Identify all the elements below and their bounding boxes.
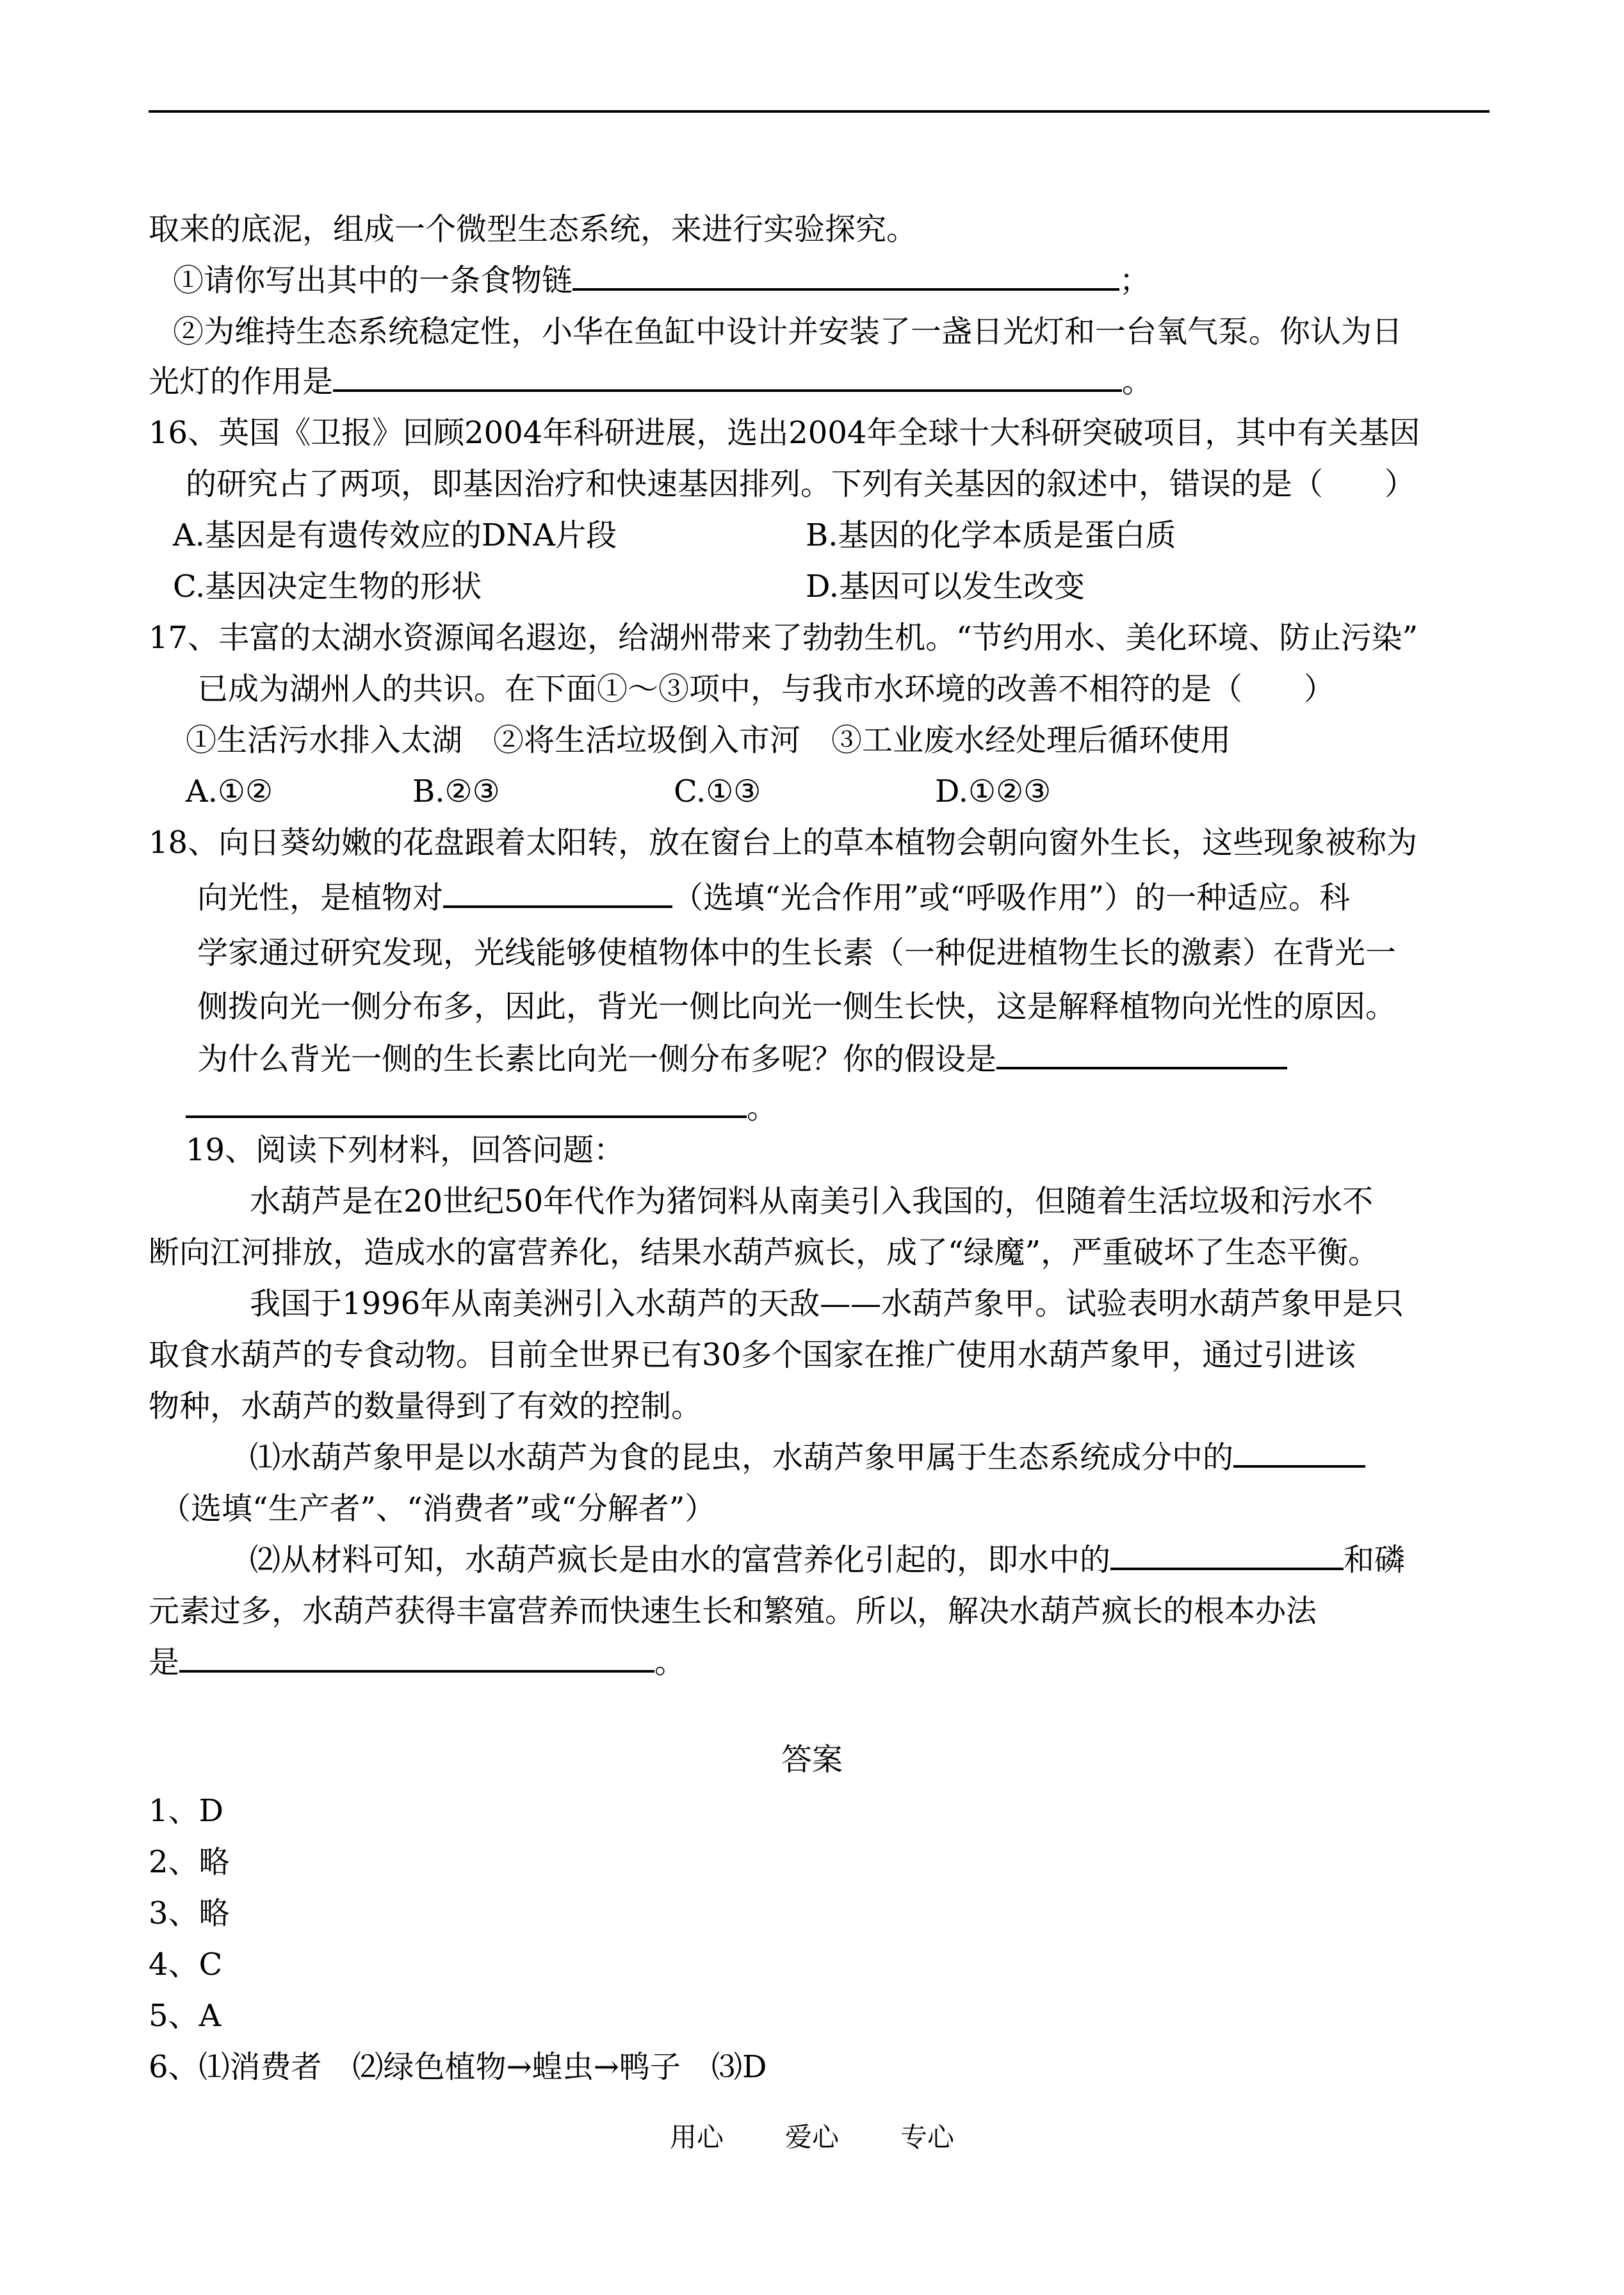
- q19-element-blank[interactable]: [1110, 1541, 1344, 1570]
- answer-item: 3、略: [149, 1895, 230, 1931]
- q16-option-a: A.基因是有遗传效应的DNA片段: [173, 517, 617, 553]
- intro-line: 取来的底泥，组成一个微型生态系统，来进行实验探究。: [149, 211, 918, 247]
- q19-para2-line2: 取食水葫芦的专食动物。目前全世界已有30多个国家在推广使用水葫芦象甲，通过引进该: [149, 1337, 1356, 1373]
- q18-hypothesis-blank-1[interactable]: [996, 1040, 1287, 1069]
- q19-sub1-line1: [250, 1438, 1365, 1477]
- footer-word: 爱心: [784, 2121, 839, 2153]
- answers-title: 答案: [781, 1742, 843, 1778]
- q17-option-d: D.①②③: [935, 774, 1052, 809]
- q18-adaptation-blank[interactable]: [443, 879, 672, 908]
- q19-para2-line3: 物种，水葫芦的数量得到了有效的控制。: [149, 1388, 702, 1424]
- q17-items: ①生活污水排入太湖 ②将生活垃圾倒入市河 ③工业废水经处理后循环使用: [186, 722, 1231, 758]
- q18-line3: 学家通过研究发现，光线能够使植物体中的生长素（一种促进植物生长的激素）在背光一: [197, 935, 1397, 971]
- q19-heading: 19、阅读下列材料，回答问题：: [186, 1132, 625, 1168]
- q16-option-d: D.基因可以发生改变: [806, 569, 1085, 604]
- q19-sub1-line2: （选填“生产者”、“消费者”或“分解者”）: [160, 1491, 716, 1527]
- q17-option-a: A.①②: [186, 774, 273, 809]
- q18-line2: [197, 879, 1350, 917]
- q18-hypothesis-blank-2[interactable]: [186, 1089, 747, 1118]
- answer-item: 5、A: [149, 1998, 222, 2034]
- q16-option-c: C.基因决定生物的形状: [173, 569, 482, 604]
- q19-sub2-prefix: ⑵从材料可知，水葫芦疯长是由水的富营养化引起的，即水中的: [250, 1542, 1111, 1578]
- q19-sub2-line2: 元素过多，水葫芦获得丰富营养而快速生长和繁殖。所以，解决水葫芦疯长的根本办法: [149, 1593, 1317, 1629]
- q18-line4: 侧拨向光一侧分布多，因此，背光一侧比向光一侧生长快，这是解释植物向光性的原因。: [197, 989, 1397, 1025]
- q19-para2-line1: 我国于1996年从南美洲引入水葫芦的天敌——水葫芦象甲。试验表明水葫芦象甲是只: [250, 1286, 1404, 1322]
- q19-sub1-text: ⑴水葫芦象甲是以水葫芦为食的昆虫，水葫芦象甲属于生态系统成分中的: [250, 1439, 1234, 1475]
- q18-line5: [197, 1040, 1287, 1078]
- q17-line2: 已成为湖州人的共识。在下面①～③项中，与我市水环境的改善不相符的是（ ）: [197, 671, 1335, 707]
- q17-option-b: B.②③: [412, 774, 500, 809]
- q15-part2-line1: ②为维持生态系统稳定性，小华在鱼缸中设计并安装了一盏日光灯和一台氧气泵。你认为日: [173, 314, 1403, 350]
- q15-part2-prefix: 光灯的作用是: [149, 364, 334, 400]
- q18-line2-prefix: 向光性，是植物对: [197, 880, 444, 916]
- q19-sub2-suffix: 和磷: [1344, 1542, 1406, 1578]
- q16-option-b: B.基因的化学本质是蛋白质: [806, 517, 1176, 553]
- answer-item: 2、略: [149, 1844, 230, 1880]
- page-footer: [0, 2120, 1624, 2155]
- answer-item: 4、C: [149, 1947, 223, 1983]
- q18-line1: 18、向日葵幼嫩的花盘跟着太阳转，放在窗台上的草本植物会朝向窗外生长，这些现象被称为: [149, 825, 1418, 861]
- q18-line5-prefix: 为什么背光一侧的生长素比向光一侧分布多呢？你的假设是: [197, 1041, 997, 1077]
- q16-line1: 16、英国《卫报》回顾2004年科研进展，选出2004年全球十大科研突破项目，其中有关基因: [149, 415, 1420, 451]
- q18-line2-suffix: （选填“光合作用”或“呼吸作用”）的一种适应。科: [672, 880, 1351, 916]
- q15-part2-suffix: 。: [1122, 364, 1153, 400]
- q15-light-role-blank[interactable]: [333, 362, 1122, 392]
- q19-component-blank[interactable]: [1233, 1438, 1365, 1468]
- q19-sub2-line3-suffix: 。: [654, 1644, 686, 1680]
- footer-word: 专心: [900, 2121, 955, 2153]
- answer-item: 6、⑴消费者 ⑵绿色植物→蝗虫→鸭子 ⑶D: [149, 2049, 767, 2085]
- q18-line6-suffix: 。: [747, 1090, 778, 1126]
- q15-part1: [173, 261, 1150, 300]
- answer-item: 1、D: [149, 1793, 224, 1829]
- q17-line1: 17、丰富的太湖水资源闻名遐迩，给湖州带来了勃勃生机。“节约用水、美化环境、防止污染”: [149, 620, 1418, 656]
- q19-solution-blank[interactable]: [179, 1643, 654, 1673]
- q18-line6: [186, 1089, 777, 1127]
- q19-sub2-line3: [149, 1643, 685, 1682]
- q19-sub2-line3-prefix: 是: [149, 1644, 180, 1680]
- q15-part1-prefix: ①请你写出其中的一条食物链: [173, 263, 573, 298]
- q16-line2: 的研究占了两项，即基因治疗和快速基因排列。下列有关基因的叙述中，错误的是（ ）: [186, 466, 1416, 502]
- q19-para1-line2: 断向江河排放，造成水的富营养化，结果水葫芦疯长，成了“绿魔”，严重破坏了生态平衡。: [149, 1235, 1379, 1270]
- q15-food-chain-blank[interactable]: [572, 261, 1119, 291]
- q15-part2-line2: [149, 362, 1153, 401]
- q15-part1-suffix: ；: [1119, 263, 1151, 298]
- footer-word: 用心: [669, 2121, 724, 2153]
- header-rule: [149, 110, 1490, 113]
- q19-sub2-line1: [250, 1541, 1405, 1579]
- q19-para1-line1: 水葫芦是在20世纪50年代作为猪饲料从南美引入我国的，但随着生活垃圾和污水不: [250, 1183, 1374, 1219]
- q17-option-c: C.①③: [674, 774, 761, 809]
